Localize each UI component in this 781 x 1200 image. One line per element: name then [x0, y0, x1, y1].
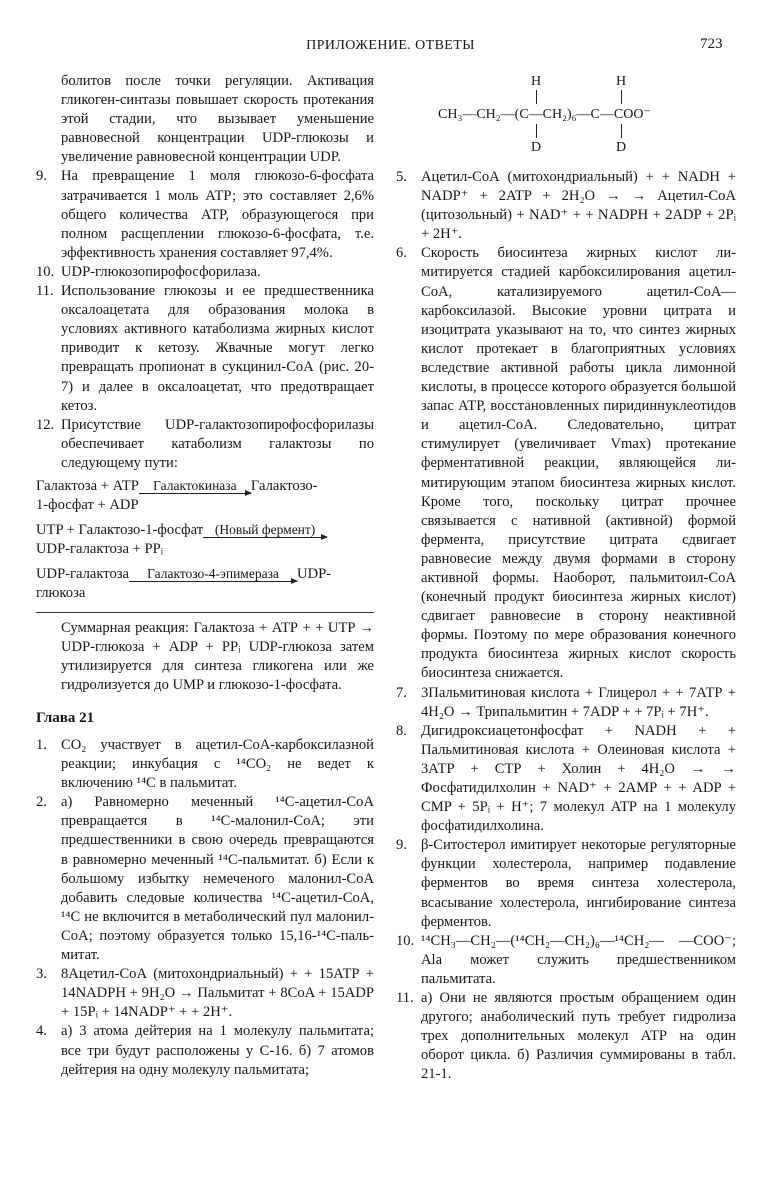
answer-item: 3. 8Ацетил-СоА (митохондриальный) + + 15АТР + 14NADPH + 9H₂O → Пальмитат + 8CoA + 15ADP + 15Pᵢ + 14NADP⁺ + + 2H⁺.	[36, 966, 374, 1021]
answer-item: 7. 3Пальмитиновая кислота + Глицерол + + 7АТР + 4H₂O → Трипальмитин + 7ADP + + 7Pᵢ + 7H⁺.	[396, 684, 736, 720]
intro-paragraph: болитов после точки регуляции. Активация гликоген-синтазы повышает скорость протекания этой стадии, что вызывает уменьшение равновесной концентрации UDP-глюкозы и увеличение равновесной концентрации UDP.	[61, 73, 374, 166]
answer-item: 6. Скорость биосинтеза жирных кислот лимитируется стадией карбоксилирования ацетил-СоА, катализируемого ацетил-СоА—карбоксилазой. Высокие уровни цитрата и изоцитрата указывают на то, что синтез жирных кислот протекает в благоприятных условиях вследствие активной работы цикла лимонной кислоты, в процессе которого образуется большой запас АТР, восстановленных пиридиннуклеотидов и ацетил-СоА. Следовательно, цитрат стимулирует (увеличивает Vmax) протекание ферментативной реакции, являющейся лимитирующим этапом биосинтеза жирных кислот. Кроме того, поскольку цитрат прочнее связывается с нативной (активной) формой фермента, присутствие цитрата сдвигает равновесие между двумя формами в сторону активной формы. Наоборот, пальмитоил-СоА (конечный продукт биосинтеза жирных кислот) сдвигает равновесие в сторону неактивной формы. Поэтому по мере образования конечного продукта биосинтеза жирных кислот скорость биосинтеза снижается.	[396, 245, 736, 682]
answer-item: 2. а) Равномерно меченный ¹⁴C-ацетил-СоА превращается в ¹⁴C-малонил-СоА; эти предшественники в свою очередь превращаются в равномерно меченный ¹⁴C-пальмитат. б) Если к большому избытку немеченого малонил-СоА добавить следовые количества ¹⁴C-ацетил-СоА, ¹⁴C не включится в метаболический пул малонил-СоА; поэтому образуется только 15,16-¹⁴C-пальмитат.	[36, 794, 374, 964]
answer-item: 9. β-Ситостерол имитирует некоторые регуляторные функции холестерола, например подавление ферментов во время синтеза холестерола, всасывание холестерола, ингибирование синтеза ферментов.	[396, 837, 736, 930]
right-column	[396, 72, 736, 1085]
reaction-new-enzyme: UTP + Галактозо-1-фосфат (Новый фермент) UDP-галактоза + PPᵢ	[36, 521, 374, 559]
reaction-galactokinase: Галактоза + АТР Галактокиназа Галактозо- 1-фосфат + ADP	[36, 477, 318, 514]
answer-item: 9. На превращение 1 моля глюкозо-6-фосфата затрачивается 1 моль АТР; это составляет 2,6% общего количества АТР, образующегося при полном расщеплении глюкозо-6-фосфата, т.е. эффективность хранения составляет 97,4%.	[36, 168, 374, 261]
bond-line	[536, 90, 537, 104]
chapter-heading: Глава 21	[36, 709, 95, 726]
answer-item: 10. ¹⁴CH₃—CH₂—(¹⁴CH₂—CH₂)₆—¹⁴CH₂— —COO⁻; Ala может служить предшественником пальмитата.	[396, 932, 736, 987]
summary-reaction: Суммарная реакция: Галактоза + АТР + + UTP → UDP-глюкоза + ADP + PPᵢ UDP-глюкоза затем утилизируется для синтеза гликогена или же гидролизуется до UMP и глюкозо-1-фосфата.	[61, 619, 374, 693]
formula-h: H	[616, 74, 627, 89]
left-column	[36, 72, 374, 1080]
answer-item: 12. Присутствие UDP-галактозопирофосфорилазы обеспечивает катаболизм галактозы по следующему пути:	[36, 416, 374, 471]
answer-item: 10. UDP-глюкозопирофосфорилаза.	[36, 263, 261, 280]
reaction-arrow: Галактокиназа	[139, 478, 251, 494]
running-title: ПРИЛОЖЕНИЕ. ОТВЕТЫ	[306, 38, 475, 53]
reaction-arrow: (Новый фермент)	[203, 522, 327, 538]
deuterated-palmitate-formula	[404, 72, 736, 168]
formula-main: CH₃—CH₂—(C—CH₂)₆—C—COO⁻	[438, 107, 651, 122]
answer-item: 5. Ацетил-СоА (митохондриальный) + + NADH + NADP⁺ + 2ATP + 2H₂O → → Ацетил-СоА (цитозольный) + NAD⁺ + + NADPH + 2ADP + 2Pᵢ + 2H⁺.	[396, 169, 736, 243]
bond-line	[621, 124, 622, 138]
bond-line	[536, 124, 537, 138]
answer-item: 4. а) 3 атома дейтерия на 1 молекулу пальмитата; все три будут расположены у С-16. б) 7 атомов дейтерия на одну молекулу пальмитата;	[36, 1023, 374, 1078]
formula-d: D	[531, 140, 542, 155]
formula-d: D	[616, 140, 627, 155]
reaction-epimerase: UDP-галактоза Галактозо-4-эпимераза UDP- глюкоза	[36, 566, 332, 602]
divider	[36, 612, 374, 613]
formula-h: H	[531, 74, 542, 89]
page-number: 723	[700, 36, 723, 52]
reaction-arrow: Галактозо-4-эпимераза	[129, 566, 297, 582]
page-header	[0, 36, 781, 58]
answer-item: 11. Использование глюкозы и ее предшественника оксалоацетата для образования молока в условиях активного катаболизма жирных кислот приводит к кетозу. Жвачные могут легко превращать пропионат в сукцинил-СоА (рис. 20-7) и далее в оксалоацетат, что предотвращает кетоз.	[36, 283, 374, 414]
answer-item: 1. CO₂ участвует в ацетил-СоА-карбоксилазной реакции; инкубация с ¹⁴CO₂ не ведет к включению ¹⁴C в пальмитат.	[36, 737, 374, 792]
answer-item: 11. а) Они не являются простым обращением один другого; анаболический путь требует гидролиза трех дополнительных молекул АТР на один оборот цикла. б) Различия суммированы в табл. 21-1.	[396, 990, 736, 1083]
answer-item: 8. Дигидроксиацетонфосфат + NADH + + Пальмитиновая кислота + Олеиновая кислота + 3АТР + СТР + Холин + 4H₂O → → Фосфатидилхолин + NAD⁺ + 2AMP + + ADP + CMP + 5Pᵢ + H⁺; 7 молекул АТР на 1 молекулу фосфатидилхолина.	[396, 722, 736, 835]
bond-line	[621, 90, 622, 104]
